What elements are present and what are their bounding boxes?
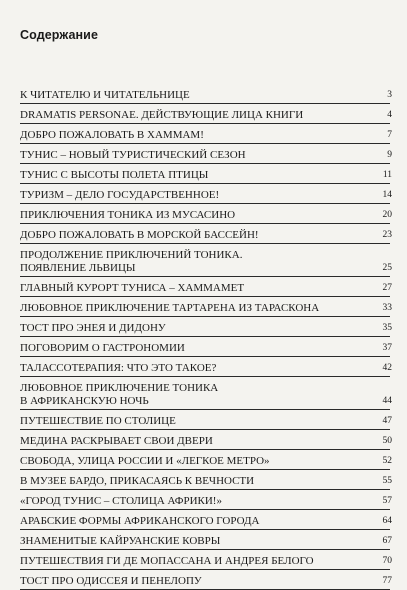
toc-entry-title: «ГОРОД ТУНИС – СТОЛИЦА АФРИКИ!» [20, 495, 222, 507]
toc-entry[interactable] [20, 204, 390, 224]
toc-entry-title: ПРИКЛЮЧЕНИЯ ТОНИКА ИЗ МУСАСИНО [20, 209, 236, 221]
toc-entry[interactable] [20, 224, 390, 244]
toc-entry-title: ЛЮБОВНОЕ ПРИКЛЮЧЕНИЕ ТАРТАРЕНА ИЗ ТАРАСКОНА [20, 302, 320, 314]
toc-entry-title: ТУНИС – НОВЫЙ ТУРИСТИЧЕСКИЙ СЕЗОН [20, 149, 246, 161]
toc-entry[interactable] [20, 184, 390, 204]
toc-entry-title: ТОСТ ПРО ЭНЕЯ И ДИДОНУ [20, 322, 166, 334]
toc-entry[interactable] [20, 84, 390, 104]
toc-entry-page-number: 25 [382, 263, 392, 273]
toc-entry[interactable] [20, 430, 390, 450]
toc-entry[interactable] [20, 357, 390, 377]
toc-entry-title-line: ПРОДОЛЖЕНИЕ ПРИКЛЮЧЕНИЙ ТОНИКА. [20, 249, 243, 261]
toc-entry[interactable] [20, 164, 390, 184]
toc-entry-title: СВОБОДА, УЛИЦА РОССИИ И «ЛЕГКОЕ МЕТРО» [20, 455, 270, 467]
toc-entry-title: DRAMATIS PERSONAE. ДЕЙСТВУЮЩИЕ ЛИЦА КНИГИ [20, 109, 304, 121]
toc-entry[interactable] [20, 530, 390, 550]
toc-entry[interactable] [20, 450, 390, 470]
toc-entry[interactable] [20, 470, 390, 490]
toc-entry-page-number: 20 [382, 210, 392, 220]
toc-entry-page-number: 67 [382, 536, 392, 546]
toc-entry-page-number: 44 [382, 396, 392, 406]
toc-entry[interactable] [20, 104, 390, 124]
toc-entry[interactable] [20, 410, 390, 430]
toc-entry-title [20, 249, 390, 275]
toc-entry[interactable] [20, 124, 390, 144]
toc-entry-page-number: 4 [387, 110, 392, 120]
toc-entry-page-number: 50 [382, 436, 392, 446]
toc-entry[interactable] [20, 377, 390, 410]
toc-entry-page-number: 14 [382, 190, 392, 200]
toc-entry-page-number: 37 [382, 343, 392, 353]
toc-entry-title: ПУТЕШЕСТВИЯ ГИ ДЕ МОПАССАНА И АНДРЕЯ БЕЛОГО [20, 555, 314, 567]
toc-entry-page-number: 70 [382, 556, 392, 566]
toc-entry[interactable] [20, 337, 390, 357]
toc-entry-page-number: 47 [382, 416, 392, 426]
toc-entry[interactable] [20, 510, 390, 530]
page-title: Содержание [20, 28, 99, 42]
toc-entry-title [20, 382, 390, 408]
toc-entry-page-number: 27 [382, 283, 392, 293]
table-of-contents [20, 84, 390, 590]
toc-entry[interactable] [20, 550, 390, 570]
toc-entry-page-number: 7 [387, 130, 392, 140]
toc-entry[interactable] [20, 244, 390, 277]
toc-entry[interactable] [20, 570, 390, 590]
toc-entry-page-number: 77 [382, 576, 392, 586]
toc-entry-page-number: 64 [382, 516, 392, 526]
toc-entry[interactable] [20, 490, 390, 510]
toc-entry-title: ДОБРО ПОЖАЛОВАТЬ В ХАММАМ! [20, 129, 204, 141]
toc-entry[interactable] [20, 144, 390, 164]
toc-entry-title: ТУНИС С ВЫСОТЫ ПОЛЕТА ПТИЦЫ [20, 169, 209, 181]
toc-entry-title-line: ПОЯВЛЕНИЕ ЛЬВИЦЫ [20, 262, 136, 274]
toc-entry-title: ПОГОВОРИМ О ГАСТРОНОМИИ [20, 342, 185, 354]
toc-entry-title: ПУТЕШЕСТВИЕ ПО СТОЛИЦЕ [20, 415, 176, 427]
toc-entry-page-number: 42 [382, 363, 392, 373]
toc-entry-title-line: ЛЮБОВНОЕ ПРИКЛЮЧЕНИЕ ТОНИКА [20, 382, 219, 394]
toc-entry-title: АРАБСКИЕ ФОРМЫ АФРИКАНСКОГО ГОРОДА [20, 515, 260, 527]
toc-entry-title: К ЧИТАТЕЛЮ И ЧИТАТЕЛЬНИЦЕ [20, 89, 190, 101]
toc-entry-title: ТАЛАССОТЕРАПИЯ: ЧТО ЭТО ТАКОЕ? [20, 362, 217, 374]
toc-entry-title: ТОСТ ПРО ОДИССЕЯ И ПЕНЕЛОПУ [20, 575, 202, 587]
toc-entry[interactable] [20, 277, 390, 297]
toc-entry-page-number: 33 [382, 303, 392, 313]
toc-entry-page-number: 55 [382, 476, 392, 486]
toc-entry-page-number: 23 [382, 230, 392, 240]
toc-entry-title: ДОБРО ПОЖАЛОВАТЬ В МОРСКОЙ БАССЕЙН! [20, 229, 259, 241]
toc-entry[interactable] [20, 317, 390, 337]
toc-entry[interactable] [20, 297, 390, 317]
toc-entry-title: ТУРИЗМ – ДЕЛО ГОСУДАРСТВЕННОЕ! [20, 189, 220, 201]
toc-entry-title: МЕДИНА РАСКРЫВАЕТ СВОИ ДВЕРИ [20, 435, 213, 447]
toc-entry-page-number: 57 [382, 496, 392, 506]
toc-entry-title: В МУЗЕЕ БАРДО, ПРИКАСАЯСЬ К ВЕЧНОСТИ [20, 475, 255, 487]
toc-entry-page-number: 9 [387, 150, 392, 160]
toc-entry-title: ГЛАВНЫЙ КУРОРТ ТУНИСА – ХАММАМЕТ [20, 282, 245, 294]
toc-entry-title-line: В АФРИКАНСКУЮ НОЧЬ [20, 395, 149, 407]
toc-entry-page-number: 52 [382, 456, 392, 466]
toc-entry-page-number: 35 [382, 323, 392, 333]
toc-entry-title: ЗНАМЕНИТЫЕ КАЙРУАНСКИЕ КОВРЫ [20, 535, 221, 547]
toc-entry-page-number: 11 [382, 170, 392, 180]
toc-entry-page-number: 3 [387, 90, 392, 100]
